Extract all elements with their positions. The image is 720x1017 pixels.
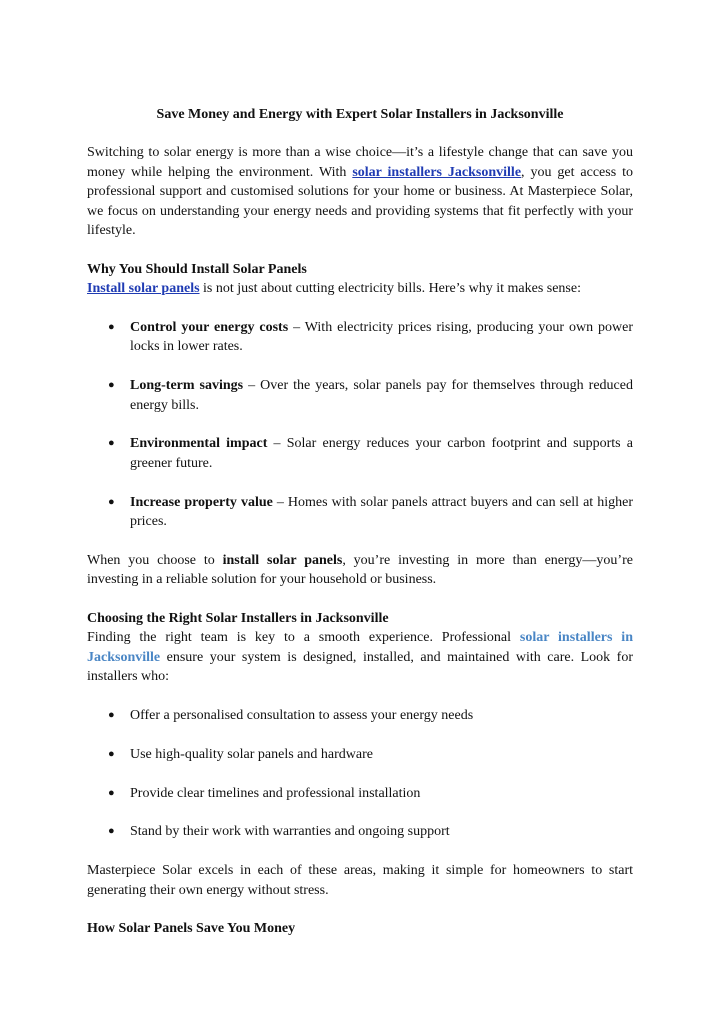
list-item-text: Use high-quality solar panels and hardware [130,746,373,762]
solar-installers-in-jacksonville-link[interactable]: solar installers in Jacksonville [87,630,633,665]
list-item [87,745,633,764]
list-item-bold: Control your energy costs [130,320,289,336]
why-heading: Why You Should Install Solar Panels [87,261,307,277]
choosing-text-after: ensure your system is designed, installed, and maintained with care. Look for installers who: [87,649,633,685]
document-title: Save Money and Energy with Expert Solar Installers in Jacksonville [156,107,564,122]
why-intro-text: is not just about cutting electricity bills. Here’s why it makes sense: [199,281,581,297]
choosing-paragraph [87,628,633,686]
list-item-bold: Environmental impact [130,436,268,452]
why-closing-before: When you choose to [87,552,223,568]
list-item-bold: Long-term savings [130,378,244,394]
bullet-icon: ● [108,786,115,799]
list-item [87,376,633,415]
choosing-closing-paragraph: Masterpiece Solar excels in each of these areas, making it simple for homeowners to start generating their own energy without stress. [87,863,633,898]
install-solar-panels-link[interactable]: Install solar panels [87,281,200,297]
list-item-bold: Increase property value [130,494,273,510]
list-item [87,822,633,841]
list-item [87,784,633,803]
document-page [87,105,633,939]
bullet-icon: ● [108,437,115,450]
solar-installers-jacksonville-link[interactable]: solar installers Jacksonville [352,164,522,180]
list-item-text: – Homes with solar panels attract buyers and can sell at higher prices. [130,494,633,530]
list-item [87,318,633,357]
bullet-icon: ● [108,379,115,392]
list-item-text: – Over the years, solar panels pay for themselves through reduced energy bills. [130,378,633,413]
intro-text-after: , you get access to professional support and customised solutions for your home or business. At Masterpiece Solar, we focus on understanding your energy needs and providing systems that fit perfectly with your lifestyle. [87,164,633,239]
reasons-list [87,318,633,531]
list-item-text: Offer a personalised consultation to assess your energy needs [130,708,474,724]
choosing-text-before: Finding the right team is key to a smooth experience. Professional [87,630,520,646]
list-item-text: – With electricity prices rising, producing your own power locks in lower rates. [130,320,633,355]
why-closing-bold: install solar panels [222,552,343,568]
list-item-text: – Solar energy reduces your carbon footprint and supports a greener future. [130,436,633,471]
bullet-icon: ● [108,825,115,838]
list-item [87,434,633,473]
why-closing-after: , you’re investing in more than energy—you’re investing in a reliable solution for your household or business. [87,552,633,588]
list-item-text: Provide clear timelines and professional installation [130,785,421,801]
bullet-icon: ● [108,747,115,760]
intro-text-before: Switching to solar energy is more than a wise choice—it’s a lifestyle change that can save you money while helping the environment. With [87,145,633,180]
choosing-heading: Choosing the Right Solar Installers in Jacksonville [87,611,389,627]
why-intro-paragraph [87,279,633,298]
intro-paragraph [87,143,633,240]
criteria-list [87,706,633,842]
list-item [87,493,633,532]
savings-heading: How Solar Panels Save You Money [87,921,296,937]
bullet-icon: ● [108,321,115,334]
bullet-icon: ● [108,495,115,508]
why-closing-paragraph [87,551,633,590]
list-item-text: Stand by their work with warranties and ongoing support [130,824,450,840]
bullet-icon: ● [108,709,115,722]
list-item [87,706,633,725]
